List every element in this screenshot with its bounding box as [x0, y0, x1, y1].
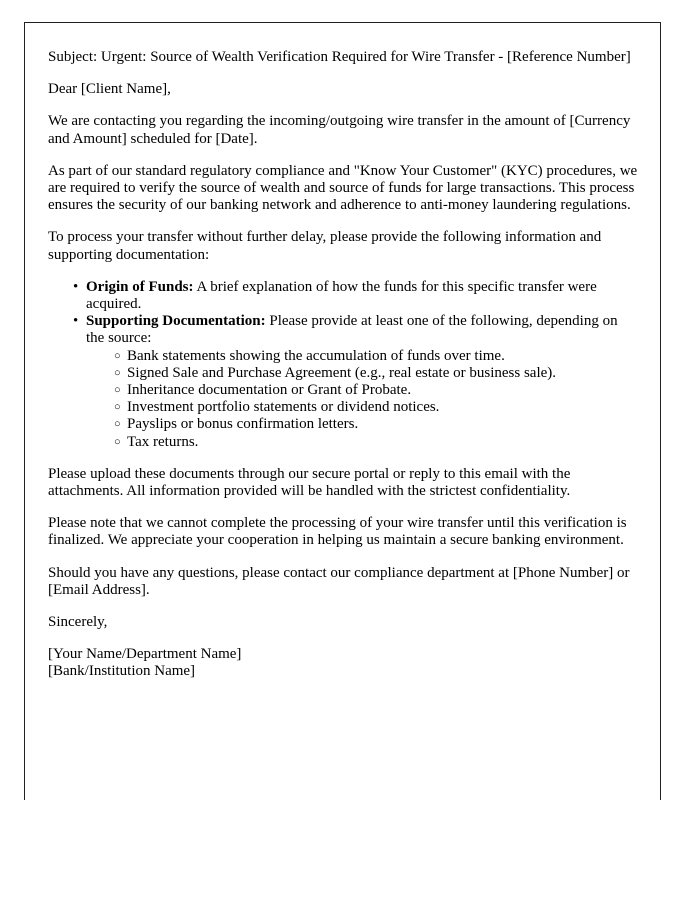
list-item: [114, 399, 638, 416]
bullet-circle-icon: ○: [114, 418, 121, 431]
sub-item-text: Tax returns.: [127, 433, 199, 450]
bullet-circle-icon: ○: [114, 401, 121, 414]
paragraph-request-lead-in: To process your transfer without further delay, please provide the following information and supporting documentation:: [48, 229, 602, 263]
sender-organization-line: [Bank/Institution Name]: [48, 663, 196, 680]
letter-body: [48, 49, 638, 681]
bullet-circle-icon: ○: [114, 384, 121, 397]
list-item-origin-of-funds: [73, 278, 638, 313]
sub-item-text: Inheritance documentation or Grant of Probate.: [127, 382, 412, 399]
requirement-label: Supporting Documentation:: [86, 313, 266, 330]
salutation: Dear [Client Name],: [48, 81, 171, 98]
list-item-supporting-documentation: [73, 313, 638, 451]
requirement-text: Please provide at least one of the following, depending on the source:: [86, 313, 618, 347]
paragraph-intro: We are contacting you regarding the incoming/outgoing wire transfer in the amount of [Currency and Amount] scheduled for [Date].: [48, 113, 631, 147]
paragraph-contact-details: Should you have any questions, please contact our compliance department at [Phone Number] or [Email Address].: [48, 564, 630, 598]
list-item: [114, 382, 638, 399]
bullet-disc-icon: •: [73, 278, 79, 295]
sub-item-text: Signed Sale and Purchase Agreement (e.g., real estate or business sale).: [127, 364, 557, 381]
requirement-supporting-documentation: [86, 313, 638, 347]
paragraph-kyc-procedures: As part of our standard regulatory compliance and "Know Your Customer" (KYC) procedures, we are required to verify the source of wealth and source of funds for large transactions. This process ensures the security of our banking network and adherence to anti-money laundering regulations.: [48, 162, 638, 214]
bullet-circle-icon: ○: [114, 435, 121, 448]
list-item: [114, 416, 638, 433]
subject-line: Subject: Urgent: Source of Wealth Verification Required for Wire Transfer - [Reference Number]: [48, 49, 631, 65]
sign-off: Sincerely,: [48, 614, 108, 631]
list-item: [114, 364, 638, 382]
sub-item-text: Bank statements showing the accumulation of funds over time.: [127, 347, 505, 364]
supporting-documents-sublist: [86, 348, 638, 451]
requirement-label: Origin of Funds:: [86, 278, 194, 295]
bullet-circle-icon: ○: [114, 366, 121, 379]
signature-block: [48, 646, 638, 680]
bullet-circle-icon: ○: [114, 349, 121, 362]
list-item: [114, 433, 638, 451]
paragraph-hold-notice: Please note that we cannot complete the processing of your wire transfer until this verification is finalized. We appreciate your cooperation in helping us maintain a secure banking environment.: [48, 515, 627, 549]
paragraph-upload-instructions: Please upload these documents through our secure portal or reply to this email with the attachments. All information provided will be handled with the strictest confidentiality.: [48, 465, 571, 500]
requirement-text: A brief explanation of how the funds for this specific transfer were acquired.: [86, 278, 597, 313]
list-item: [114, 347, 638, 365]
sub-item-text: Investment portfolio statements or dividend notices.: [127, 399, 440, 416]
bullet-disc-icon: •: [73, 313, 79, 330]
sub-item-text: Payslips or bonus confirmation letters.: [127, 416, 359, 433]
requirement-origin-of-funds: [86, 279, 638, 313]
sender-name-line: [Your Name/Department Name]: [48, 646, 242, 663]
requirements-list: [48, 279, 638, 451]
